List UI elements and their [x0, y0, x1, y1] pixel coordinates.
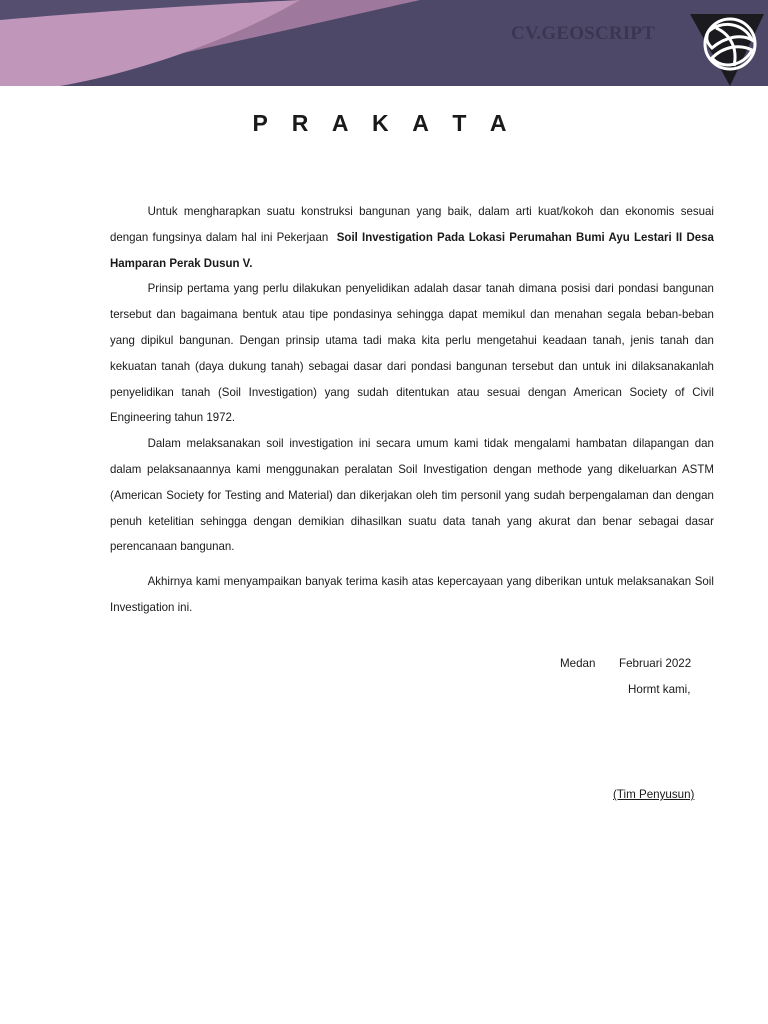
signature-date: Februari 2022	[619, 657, 692, 670]
company-name: CV.GEOSCRIPT	[511, 23, 656, 44]
geoscript-logo-icon	[686, 12, 766, 86]
signature-author: (Tim Penyusun)	[613, 788, 695, 801]
paragraph-3: Dalam melaksanakan soil investigation ini secara umum kami tidak mengalami hambatan dilapangan dan dalam pelaksanaannya kami menggunakan peralatan Soil Investigation dengan methode yang dikeluarkan ASTM (American Society for Testing and Material) dan dikerjakan oleh tim personil yang sudah berpengalaman dan dengan penuh ketelitian sehingga dengan demikian dihasilkan suatu data tanah yang akurat dan benar sebagai dasar perencanaan bangunan.	[110, 437, 714, 554]
project-name: Soil Investigation Pada Lokasi Perumahan Bumi Ayu Lestari II Desa Hamparan Perak Dusun V.	[110, 230, 714, 270]
page-title: P R A K A T A	[252, 110, 516, 136]
foreword-body	[110, 199, 714, 621]
paragraph-1	[110, 199, 714, 276]
signature-closing: Hormt kami,	[628, 683, 691, 696]
paragraph-2: Prinsip pertama yang perlu dilakukan penyelidikan adalah dasar tanah dimana posisi dari pondasi bangunan tersebut dan bagaimana bentuk atau tipe pondasinya sehingga dapat memikul dan menahan segala beban-beban yang dipikul bangunan. Dengan prinsip utama tadi maka kita perlu mengetahui keadaan tanah, jenis tanah dan kekuatan tanah (daya dukung tanah) sebagai dasar dari pondasi bangunan tersebut dan untuk ini dilaksanakanlah penyelidikan tanah (Soil Investigation) yang sudah ditentukan atau sesuai dengan American Society of Civil Engineering tahun 1972.	[110, 282, 714, 425]
paragraph-1-text: Untuk mengharapkan suatu konstruksi bangunan yang baik, dalam arti kuat/kokoh dan ekonomis sesuai dengan fungsinya dalam hal ini Pekerjaan	[110, 205, 714, 244]
header-banner	[0, 0, 768, 86]
signature-city: Medan	[560, 657, 596, 670]
paragraph-4: Akhirnya kami menyampaikan banyak terima kasih atas kepercayaan yang diberikan untuk melaksanakan Soil Investigation ini.	[110, 575, 714, 614]
